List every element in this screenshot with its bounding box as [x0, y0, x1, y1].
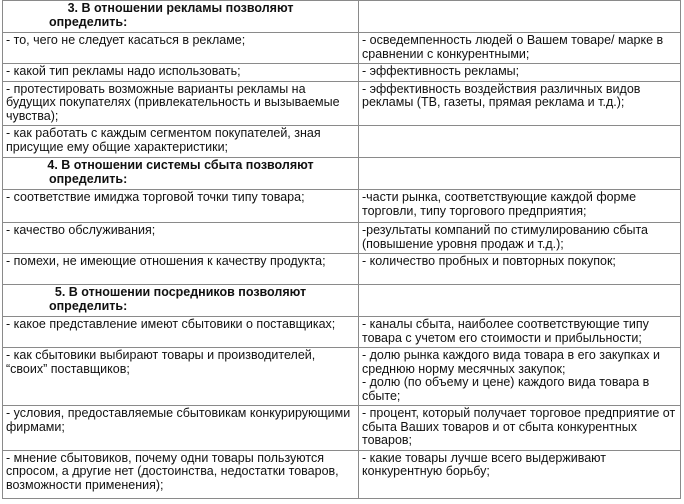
table-row	[3, 190, 681, 223]
table-row	[3, 450, 681, 498]
left-cell	[3, 348, 359, 406]
right-cell-text: - количество пробных и повторных покупок;	[362, 254, 616, 268]
left-cell	[3, 126, 359, 158]
section-heading-text-continued: определить:	[49, 299, 128, 313]
left-cell-text: - качество обслуживания;	[6, 223, 156, 237]
section-heading-text: 4. В отношении системы сбыта позволяют	[47, 158, 314, 172]
left-cell-text: - помехи, не имеющие отношения к качеству продукта;	[6, 254, 326, 268]
right-cell	[359, 254, 681, 285]
table-row	[3, 254, 681, 285]
table-body	[3, 1, 681, 499]
table-row	[3, 348, 681, 406]
section-heading-empty-cell	[359, 285, 681, 317]
right-cell	[359, 190, 681, 223]
left-cell	[3, 81, 359, 126]
section-header-row	[3, 1, 681, 33]
left-cell	[3, 406, 359, 451]
table-row	[3, 33, 681, 64]
left-cell-text: - как сбытовики выбирают товары и производителей, “своих” поставщиков;	[6, 348, 316, 376]
right-cell	[359, 64, 681, 82]
left-cell-text: - условия, предоставляемые сбытовикам конкурирующими фирмами;	[6, 406, 351, 434]
right-cell-text: - эффективность воздействия различных видов рекламы (ТВ, газеты, прямая реклама и т.д.);	[362, 81, 641, 109]
left-cell	[3, 223, 359, 254]
left-cell	[3, 450, 359, 498]
section-header-row	[3, 158, 681, 190]
section-heading-text-continued: определить:	[49, 172, 128, 186]
left-cell	[3, 317, 359, 348]
section-heading	[3, 1, 359, 33]
right-cell	[359, 33, 681, 64]
right-cell-text: -результаты компаний по стимулированию сбыта (повышение уровня продаж и т.д.);	[362, 223, 649, 251]
left-cell-text: - то, чего не следует касаться в рекламе;	[6, 33, 246, 47]
right-cell	[359, 126, 681, 158]
right-cell-text: - долю рынка каждого вида товара в его закупках и среднюю норму месячных закупок;	[362, 348, 660, 376]
left-cell-text: - как работать с каждым сегментом покупателей, зная присущие ему общие характеристики;	[6, 126, 321, 154]
right-cell	[359, 317, 681, 348]
section-heading-text: 5. В отношении посредников позволяют	[54, 285, 307, 299]
left-cell	[3, 190, 359, 223]
section-heading-empty-cell	[359, 1, 681, 33]
left-cell-text: - соответствие имиджа торговой точки типу товара;	[6, 190, 305, 204]
table-row	[3, 406, 681, 451]
right-cell-text: - эффективность рекламы;	[362, 64, 520, 78]
table-row	[3, 317, 681, 348]
right-cell-text: - процент, который получает торговое предприятие от сбыта Ваших товаров и от сбыта конкурентных товаров;	[362, 406, 676, 447]
section-heading	[3, 158, 359, 190]
section-heading-text-continued: определить:	[49, 15, 128, 29]
document-table	[2, 0, 681, 499]
left-cell-text: - протестировать возможные варианты рекламы на будущих покупателях (привлекательность и вызываемые чувства);	[6, 81, 340, 123]
right-cell	[359, 81, 681, 126]
right-cell-text: - осведемпенность людей о Вашем товаре/ марке в сравнении с конкурентными;	[362, 33, 664, 61]
right-cell-text: -части рынка, соответствующие каждой форме торговли, типу торгового предприятия;	[362, 190, 637, 218]
left-cell-text: - мнение сбытовиков, почему одни товары пользуются спросом, а другие нет (достоинства, недостатки товаров, возможности применения);	[6, 450, 339, 492]
table-row	[3, 126, 681, 158]
left-cell	[3, 254, 359, 285]
right-cell-text: - каналы сбыта, наиболее соответствующие типу товара с учетом его стоимости и прибыльности;	[362, 317, 649, 345]
section-heading-text: 3. В отношении рекламы позволяют	[67, 1, 294, 15]
right-cell	[359, 450, 681, 498]
right-cell-text: - долю (по объему и цене) каждого вида товара в сбыте;	[362, 375, 650, 403]
table-row	[3, 223, 681, 254]
left-cell	[3, 64, 359, 82]
left-cell-text: - какое представление имеют сбытовики о поставщиках;	[6, 317, 336, 331]
right-cell	[359, 223, 681, 254]
table-row	[3, 81, 681, 126]
right-cell-text: - какие товары лучше всего выдерживают конкурентную борьбу;	[362, 450, 606, 478]
right-cell	[359, 348, 681, 406]
right-cell	[359, 406, 681, 451]
section-header-row	[3, 285, 681, 317]
section-heading	[3, 285, 359, 317]
left-cell	[3, 33, 359, 64]
left-cell-text: - какой тип рекламы надо использовать;	[6, 64, 241, 78]
section-heading-empty-cell	[359, 158, 681, 190]
table-row	[3, 64, 681, 82]
